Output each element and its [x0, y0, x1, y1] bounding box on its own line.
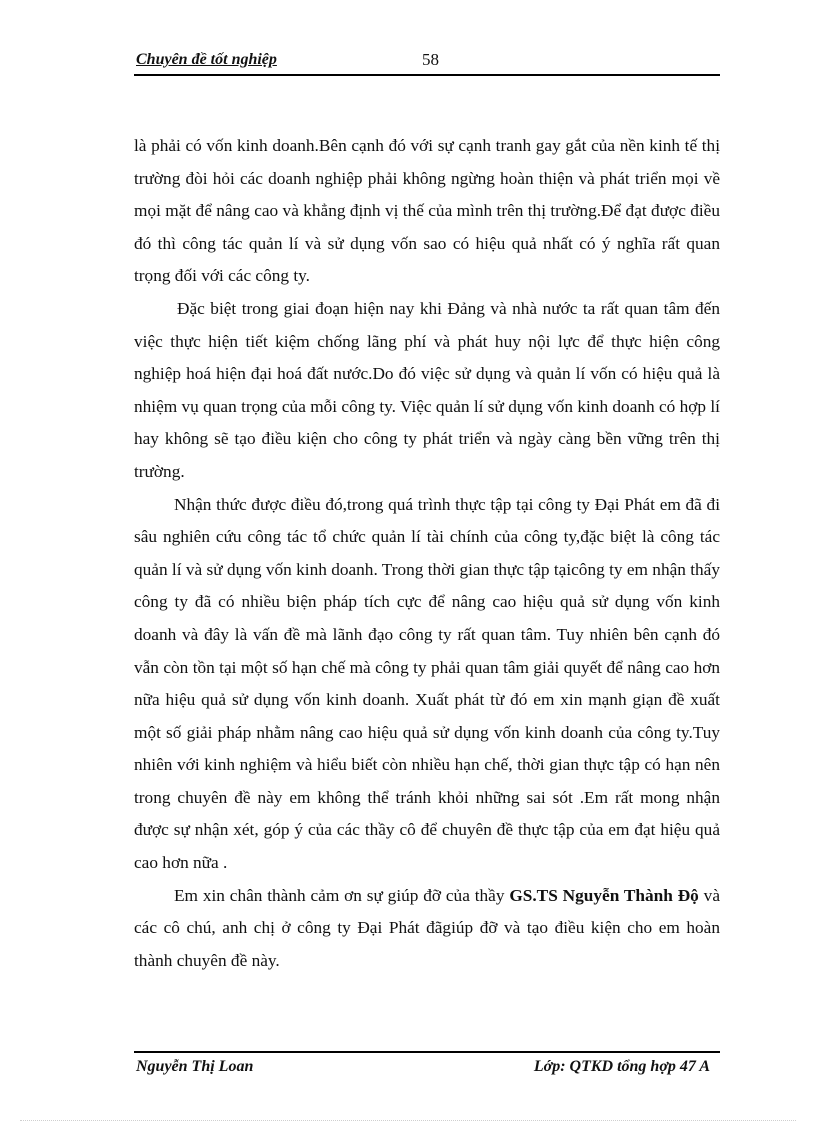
paragraph-4-text-start: Em xin chân thành cảm ơn sự giúp đỡ của thầy [174, 885, 510, 905]
page-edge-divider [20, 1120, 796, 1121]
author-name: Nguyễn Thị Loan [136, 1058, 254, 1075]
paragraph-4-text-end: và các cô chú, anh chị ở công ty Đại Phát đãgiúp đỡ và tạo điều kiện cho em hoàn thành chuyên đề này. [134, 885, 720, 970]
class-label: Lớp: QTKD tổng hợp 47 A [533, 1058, 710, 1075]
advisor-name: GS.TS Nguyễn Thành Độ [509, 885, 699, 905]
paragraph-1: là phải có vốn kinh doanh.Bên cạnh đó với sự cạnh tranh gay gắt của nền kinh tế thị trường đòi hỏi các doanh nghiệp phải không ngừng hoàn thiện và phát triển mọi về mọi mặt để nâng cao và khẳng định vị thế của mình trên thị trường.Để đạt được điều đó thì công tác quản lí và sử dụng vốn sao có hiệu quả nhất có ý nghĩa rất quan trọng đối với các công ty. [134, 136, 720, 286]
page-footer [134, 1051, 720, 1083]
page-header [134, 48, 720, 76]
paragraph-3: Nhận thức được điều đó,trong quá trình thực tập tại công ty Đại Phát em đã đi sâu nghiên cứu công tác tổ chức quản lí tài chính của công ty,đặc biệt là công tác quản lí và sử dụng vốn kinh doanh. Trong thời gian thực tập tạicông ty em nhận thấy công ty đã có nhiều biện pháp tích cực để nâng cao hiệu quả sử dụng vốn kinh doanh và đây là vấn đề mà lãnh đạo công ty rất quan tâm. Tuy nhiên bên cạnh đó vẫn còn tồn tại một số hạn chế mà công ty phải quan tâm giải quyết để nâng cao hơn nữa hiệu quả sử dụng vốn kinh doanh. Xuất phát từ đó em xin mạnh giạn đề xuất một số giải pháp nhằm nâng cao hiệu quả sử dụng vốn kinh doanh của công ty.Tuy nhiên với kinh nghiệm và hiểu biết còn nhiều hạn chế, thời gian thực tập có hạn nên trong chuyên đề này em không thể tránh khỏi những sai sót .Em rất mong nhận được sự nhận xét, góp ý của các thầy cô để chuyên đề thực tập của em đạt hiệu quả cao hơn nữa . [134, 494, 720, 873]
document-body [134, 130, 720, 977]
page-number: 58 [422, 50, 439, 69]
paragraph-4 [134, 880, 720, 978]
paragraph-2: Đặc biệt trong giai đoạn hiện nay khi Đảng và nhà nước ta rất quan tâm đến việc thực hiện tiết kiệm chống lãng phí và phát huy nội lực để thực hiện công nghiệp hoá hiện đại hoá đất nước.Do đó việc sử dụng và quản lí vốn có hiệu quả là nhiệm vụ quan trọng của mỗi công ty. Việc quản lí sử dụng vốn kinh doanh có hợp lí hay không sẽ tạo điều kiện cho công ty phát triển và ngày càng bền vững trên thị trường. [134, 298, 720, 481]
document-title: Chuyên đề tốt nghiệp [136, 51, 277, 68]
